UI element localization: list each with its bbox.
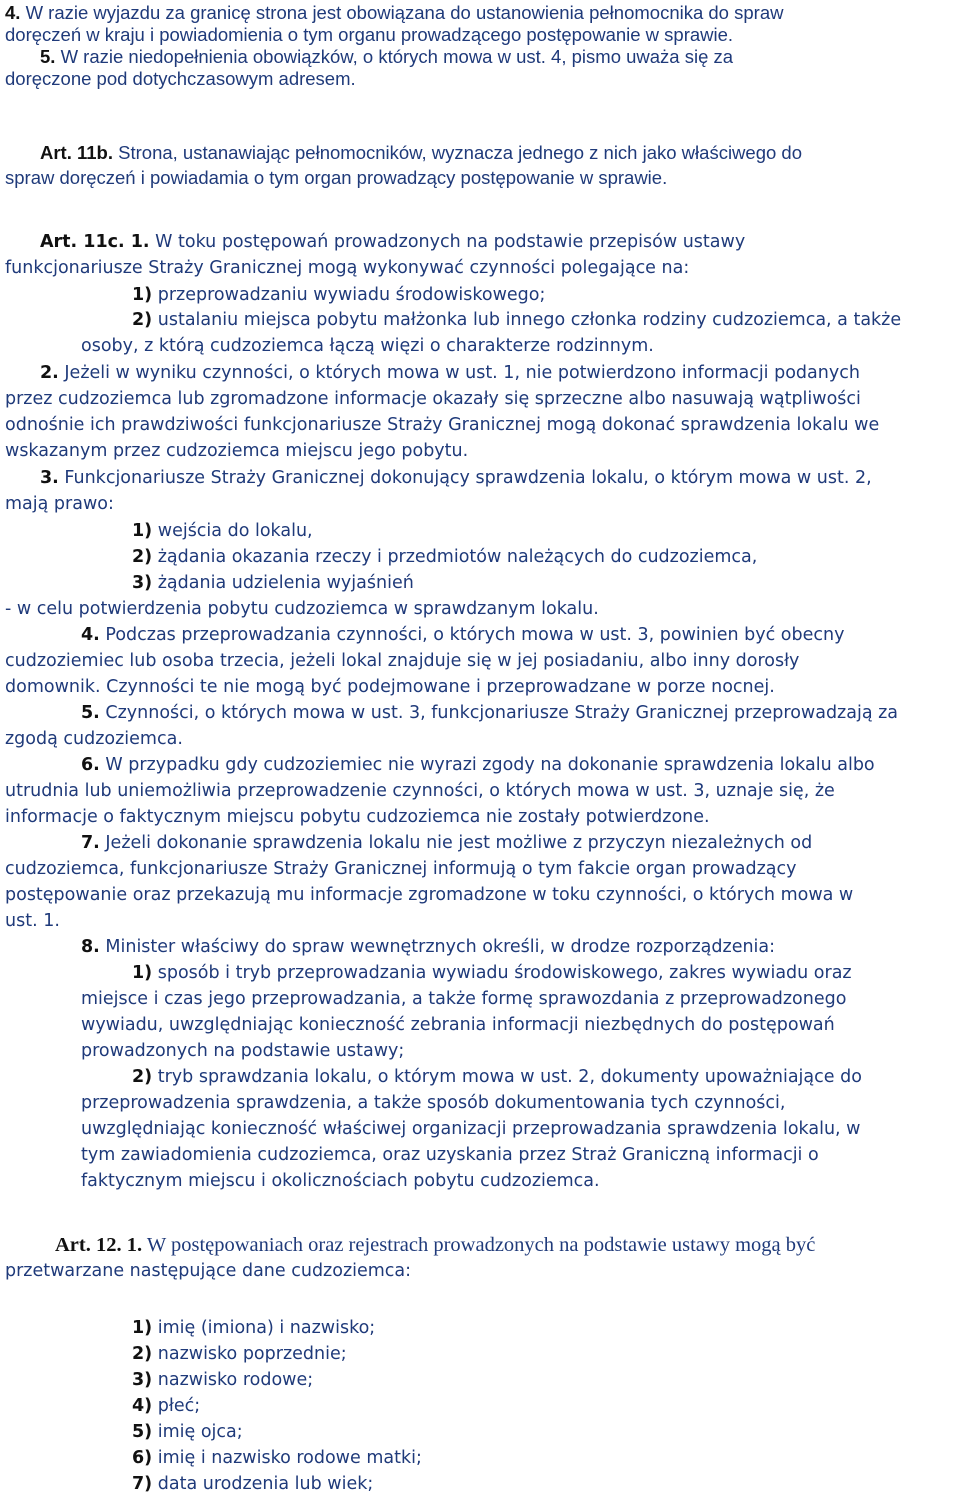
clause-text: imię (imiona) i nazwisko; [152, 1318, 376, 1338]
text-line [132, 307, 901, 333]
clause-text: Podczas przeprowadzania czynności, o których mowa w ust. 3, powinien być obecny [99, 625, 845, 645]
clause-number: 7) [132, 1474, 153, 1494]
text-line [81, 1142, 819, 1168]
clause-text: Jeżeli dokonanie sprawdzenia lokalu nie jest możliwe z przyczyn niezależnych od [99, 833, 813, 853]
clause-number: 2) [132, 547, 153, 567]
text-line [81, 1116, 861, 1142]
text-line [132, 282, 545, 308]
text-line [132, 1445, 422, 1471]
text-line [132, 1341, 347, 1367]
text-line [5, 804, 710, 830]
clause-number: 5. [81, 703, 100, 723]
clause-number: 2. [40, 363, 59, 383]
clause-text: prowadzonych na podstawie ustawy; [81, 1041, 405, 1061]
clause-text: Czynności, o których mowa w ust. 3, funkcjonariusze Straży Granicznej przeprowadzają za [99, 703, 899, 723]
clause-text: Funkcjonariusze Straży Granicznej dokonujący sprawdzenia lokalu, o którym mowa w ust. 2, [58, 468, 872, 488]
clause-number: 4) [132, 1396, 153, 1416]
clause-text: Minister właściwy do spraw wewnętrznych określi, w drodze rozporządzenia: [99, 937, 776, 957]
text-line [81, 622, 844, 648]
clause-text: W postępowaniach oraz rejestrach prowadzonych na podstawie ustawy mogą być [142, 1234, 816, 1256]
text-line [81, 830, 812, 856]
text-line [81, 700, 898, 726]
clause-text: miejsce i czas jego przeprowadzania, a także formę sprawozdania z przeprowadzonego [81, 989, 847, 1009]
clause-text: tryb sprawdzania lokalu, o którym mowa w ust. 2, dokumenty upoważniające do [152, 1067, 862, 1087]
clause-text: osoby, z którą cudzoziemca łączą więzi o charakterze rodzinnym. [81, 336, 654, 356]
clause-text: W razie wyjazdu za granicę strona jest obowiązana do ustanowienia pełnomocnika do spraw [20, 2, 784, 23]
clause-text: sposób i tryb przeprowadzania wywiadu środowiskowego, zakres wywiadu oraz [152, 963, 852, 983]
clause-text: odnośnie ich prawdziwości funkcjonariusze Straży Granicznej mogą dokonać sprawdzenia lokalu we [5, 415, 880, 435]
clause-text: utrudnia lub uniemożliwia przeprowadzenie czynności, o których mowa w ust. 3, uznaje się, że [5, 781, 835, 801]
clause-text: tym zawiadomienia cudzoziemca, oraz uzyskania przez Straż Graniczną informacji o [81, 1145, 819, 1165]
clause-text: przeprowadzaniu wywiadu środowiskowego; [152, 285, 546, 305]
clause-number: 4. [5, 2, 21, 23]
clause-text: zgodą cudzoziemca. [5, 729, 183, 749]
clause-text: informacje o faktycznym miejscu pobytu cudzoziemca nie zostały potwierdzone. [5, 807, 710, 827]
clause-text: imię ojca; [152, 1422, 243, 1442]
clause-number: 6. [81, 755, 100, 775]
clause-number: 1) [132, 1318, 153, 1338]
clause-number: 2) [132, 310, 153, 330]
clause-text: mają prawo: [5, 494, 114, 514]
clause-text: płeć; [152, 1396, 201, 1416]
text-line [132, 1367, 313, 1393]
clause-number: 1) [132, 285, 153, 305]
clause-number: 3) [132, 1370, 153, 1390]
clause-number: 1) [132, 963, 153, 983]
clause-text: przetwarzane następujące dane cudzoziemca: [5, 1261, 412, 1281]
text-line [5, 491, 114, 517]
text-line [81, 1168, 600, 1194]
text-line [40, 229, 745, 255]
text-line [5, 255, 689, 281]
clause-number: Art. 11c. 1. [40, 232, 150, 252]
text-line [132, 960, 852, 986]
clause-text: nazwisko poprzednie; [152, 1344, 347, 1364]
text-line [5, 908, 60, 934]
clause-text: funkcjonariusze Straży Granicznej mogą wykonywać czynności polegające na: [5, 258, 690, 278]
clause-number: Art. 12. 1. [55, 1234, 143, 1256]
clause-text: Strona, ustanawiając pełnomocników, wyznacza jednego z nich jako właściwego do [113, 142, 802, 163]
clause-number: 5. [40, 46, 56, 67]
text-line [5, 165, 667, 191]
clause-text: przez cudzoziemca lub zgromadzone informacje okazały się sprzeczne albo nasuwają wątpliwości [5, 389, 861, 409]
text-line [132, 1419, 243, 1445]
clause-text: żądania okazania rzeczy i przedmiotów należących do cudzoziemca, [152, 547, 758, 567]
clause-number: 3. [40, 468, 59, 488]
clause-number: 5) [132, 1422, 153, 1442]
text-line [5, 438, 468, 464]
clause-text: imię i nazwisko rodowe matki; [152, 1448, 422, 1468]
clause-number: 8. [81, 937, 100, 957]
clause-text: wywiadu, uwzględniając konieczność zebrania informacji niezbędnych do postępowań [81, 1015, 835, 1035]
text-line [5, 882, 853, 908]
clause-number: 1) [132, 521, 153, 541]
text-line [81, 934, 775, 960]
clause-text: data urodzenia lub wiek; [152, 1474, 374, 1494]
text-line [5, 1258, 411, 1284]
text-line [132, 518, 313, 544]
clause-text: cudzoziemiec lub osoba trzecia, jeżeli lokal znajduje się w jej posiadaniu, albo inny dorosły [5, 651, 800, 671]
text-line [5, 856, 797, 882]
text-line [132, 1315, 375, 1341]
text-line [5, 726, 183, 752]
text-line [81, 1090, 785, 1116]
text-line [81, 752, 875, 778]
clause-number: 3) [132, 573, 153, 593]
clause-text: W przypadku gdy cudzoziemiec nie wyrazi zgody na dokonanie sprawdzenia lokalu albo [99, 755, 875, 775]
clause-text: doręczeń w kraju i powiadomienia o tym organu prowadzącego postępowanie w sprawie. [5, 24, 734, 45]
clause-text: doręczone pod dotychczasowym adresem. [5, 68, 356, 89]
clause-text: przeprowadzenia sprawdzenia, a także sposób dokumentowania tych czynności, [81, 1093, 786, 1113]
clause-text: faktycznym miejscu i okolicznościach pobytu cudzoziemca. [81, 1171, 600, 1191]
clause-text: nazwisko rodowe; [152, 1370, 314, 1390]
text-line [132, 544, 757, 570]
clause-text: W toku postępowań prowadzonych na podstawie przepisów ustawy [149, 232, 746, 252]
clause-number: 2) [132, 1067, 153, 1087]
text-line [81, 333, 654, 359]
text-line [40, 360, 860, 386]
clause-text: ustalaniu miejsca pobytu małżonka lub innego członka rodziny cudzoziemca, a także [152, 310, 902, 330]
clause-number: 2) [132, 1344, 153, 1364]
clause-text: spraw doręczeń i powiadamia o tym organ prowadzący postępowanie w sprawie. [5, 167, 668, 188]
clause-text: wejścia do lokalu, [152, 521, 313, 541]
clause-text: domownik. Czynności te nie mogą być podejmowane i przeprowadzane w porze nocnej. [5, 677, 775, 697]
clause-number: Art. 11b. [40, 142, 113, 163]
text-line [81, 986, 846, 1012]
clause-text: postępowanie oraz przekazują mu informacje zgromadzone w toku czynności, o których mowa w [5, 885, 854, 905]
clause-number: 6) [132, 1448, 153, 1468]
text-line [5, 778, 835, 804]
clause-text: żądania udzielenia wyjaśnień [152, 573, 414, 593]
text-line [132, 1393, 200, 1419]
text-line [5, 596, 599, 622]
text-line [40, 140, 802, 166]
text-line [5, 66, 356, 92]
text-line [5, 412, 879, 438]
clause-text: ust. 1. [5, 911, 60, 931]
clause-text: - w celu potwierdzenia pobytu cudzoziemca w sprawdzanym lokalu. [5, 599, 599, 619]
text-line [55, 1232, 815, 1258]
clause-text: Jeżeli w wyniku czynności, o których mowa w ust. 1, nie potwierdzono informacji podanych [58, 363, 860, 383]
clause-number: 4. [81, 625, 100, 645]
clause-text: cudzoziemca, funkcjonariusze Straży Granicznej informują o tym fakcie organ prowadzący [5, 859, 797, 879]
clause-text: wskazanym przez cudzoziemca miejscu jego pobytu. [5, 441, 469, 461]
text-line [132, 1064, 862, 1090]
text-line [40, 465, 872, 491]
text-line [5, 386, 861, 412]
text-line [132, 570, 414, 596]
clause-number: 7. [81, 833, 100, 853]
clause-text: W razie niedopełnienia obowiązków, o których mowa w ust. 4, pismo uważa się za [55, 46, 734, 67]
text-line [5, 648, 799, 674]
text-line [81, 1038, 404, 1064]
text-line [81, 1012, 835, 1038]
text-line [5, 674, 775, 700]
clause-text: uwzględniając konieczność właściwej organizacji przeprowadzania sprawdzenia lokalu, w [81, 1119, 861, 1139]
text-line [132, 1471, 373, 1497]
